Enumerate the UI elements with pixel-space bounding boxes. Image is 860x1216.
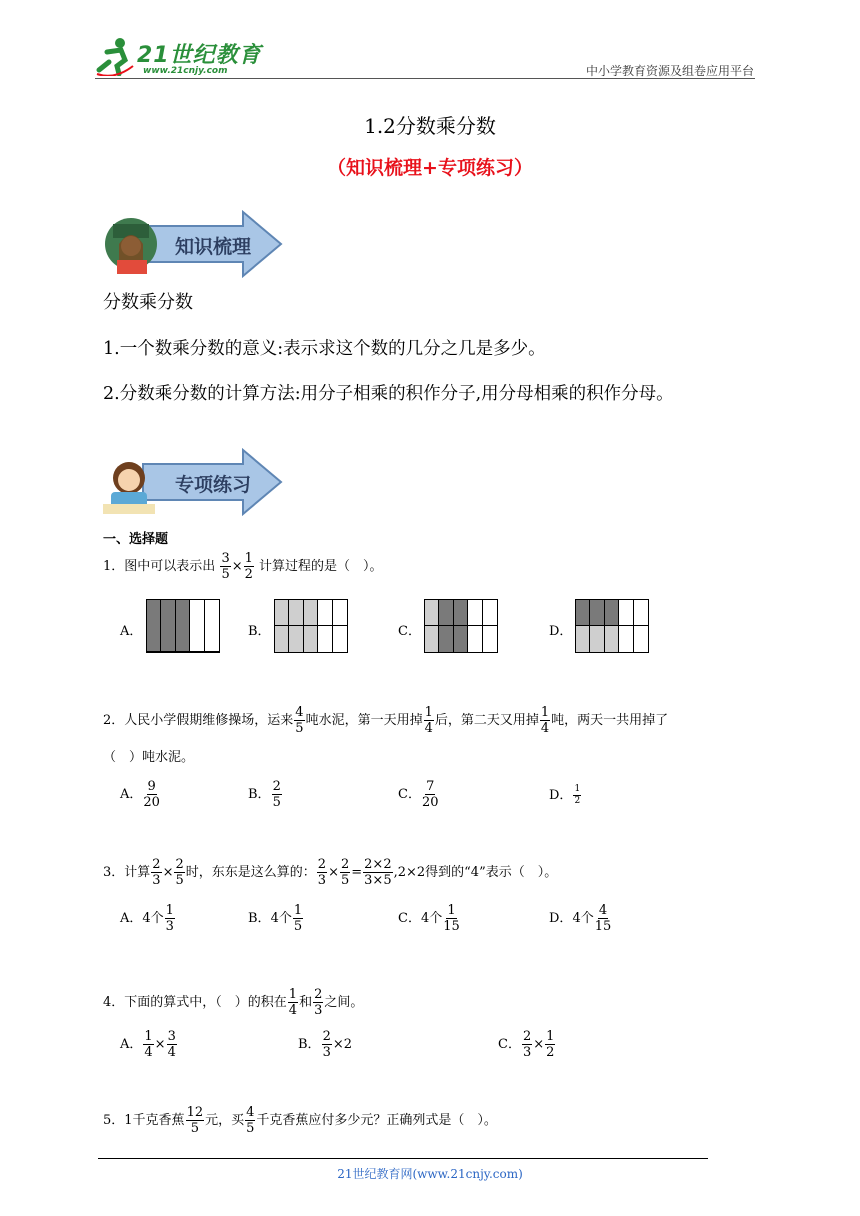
q5-number: 5． [103,1113,125,1128]
q1-figure-a [146,599,220,653]
fraction: $\frac{2}{5}$ [175,857,184,888]
fraction: $\frac{4}{15}$ [594,903,612,934]
page-subtitle: （知识梳理+专项练习） [327,157,533,179]
q5-text: 千克香蕉应付多少元？正确列式是（ ）。 [256,1113,497,1128]
q2-line-2: （ ）吨水泥。 [103,750,195,765]
question-3 [103,858,557,887]
question-4 [103,988,363,1017]
q1-figure-d [575,599,649,653]
q2-option-a[interactable]: A． $\frac{9}{20}$ [120,779,160,810]
q3-number: 3． [103,865,125,880]
knowledge-line-2: 2.分数乘分数的计算方法:用分子相乘的积作分子,用分母相乘的积作分母。 [103,384,674,404]
q3-option-d[interactable]: D．4个 $\frac{4}{15}$ [549,903,612,934]
q2-option-b[interactable]: B． $\frac{2}{5}$ [248,779,281,810]
fraction: $\frac{4}{5}$ [246,1105,255,1136]
question-2 [103,706,668,735]
fraction: $\frac{1}{4}$ [424,705,433,736]
fraction: $\frac{2\times 2}{3\times 5}$ [364,857,392,888]
page-title: 1.2分数乘分数 [364,114,496,138]
knowledge-line-1: 1.一个数乘分数的意义:表示求这个数的几分之几是多少。 [103,339,546,359]
fraction: $\frac{1}{4}$ [144,1029,153,1060]
fraction: $\frac{1}{2}$ [574,784,581,806]
fraction: $\frac{3}{4}$ [167,1029,176,1060]
q3-option-c[interactable]: C．4个 $\frac{1}{15}$ [398,903,460,934]
q1-number: 1． [103,559,125,574]
header-logo [95,36,265,82]
q2-text: 吨水泥，第一天用掉 [305,713,423,728]
footer-rule [98,1158,708,1159]
logo-text: 21世纪教育 [137,43,262,68]
knowledge-heading: 分数乘分数 [103,292,193,313]
banner-practice-label: 专项练习 [175,474,252,496]
q1-text-pre: 图中可以表示出 [124,559,216,574]
q2-text: 后，第二天又用掉 [434,713,539,728]
fraction: $\frac{3}{5}$ [221,551,230,582]
question-5 [103,1106,497,1135]
q2-number: 2． [103,713,125,728]
q1-option-a[interactable]: A． [120,624,143,639]
banner-practice [103,448,283,516]
fraction: $\frac{2}{3}$ [522,1029,532,1060]
q3-option-a[interactable]: A．4个 $\frac{1}{3}$ [120,903,174,934]
q2-option-d[interactable]: D． $\frac{1}{2}$ [549,784,581,806]
fraction: $\frac{1}{5}$ [293,903,303,934]
q3-text: 计算 [124,865,151,880]
fraction: $\frac{1}{2}$ [244,551,253,582]
footer-text: 21世纪教育网(www.21cnjy.com) [337,1167,523,1181]
fraction: $\frac{2}{3}$ [314,987,323,1018]
q1-option-c[interactable]: C． [398,624,421,639]
q5-text: 元，买 [205,1113,245,1128]
q2-text: 人民小学假期维修操场，运来 [124,713,294,728]
q4-number: 4． [103,995,125,1010]
fraction: $\frac{2}{3}$ [152,857,161,888]
q4-text: 下面的算式中，（ ）的积在 [124,995,287,1010]
q1-option-b[interactable]: B． [248,624,271,639]
fraction: $\frac{12}{5}$ [186,1105,204,1136]
question-1 [103,552,383,581]
fraction: $\frac{2}{3}$ [317,857,327,888]
q4-option-c[interactable]: C． $\frac{2}{3}$ × $\frac{1}{2}$ [498,1029,555,1060]
header-right-text: 中小学教育资源及组卷应用平台 [585,64,754,78]
fraction: $\frac{2}{5}$ [340,857,350,888]
fraction: $\frac{1}{4}$ [288,987,298,1018]
q5-text: 1千克香蕉 [124,1113,185,1128]
q4-option-b[interactable]: B． $\frac{2}{3}$ ×2 [298,1029,353,1060]
q1-text-post: 计算过程的是（ ）。 [259,559,383,574]
q3-option-b[interactable]: B．4个 $\frac{1}{5}$ [248,903,303,934]
times-sign: × [231,559,243,574]
fraction: $\frac{2}{5}$ [272,779,281,810]
times-sign: × [328,865,339,880]
fraction: $\frac{1}{15}$ [443,903,460,934]
q2-option-c[interactable]: C． $\frac{7}{20}$ [398,779,439,810]
fraction: $\frac{2}{3}$ [322,1029,331,1060]
banner-knowledge-label: 知识梳理 [175,236,252,258]
times-sign: × [162,865,174,880]
fraction: $\frac{1}{3}$ [165,903,174,934]
q1-figure-b [274,599,348,653]
fraction: $\frac{4}{5}$ [295,705,304,736]
q1-option-d[interactable]: D． [549,624,573,639]
banner-knowledge [103,210,283,278]
equals-sign: = [351,865,363,880]
fraction: $\frac{7}{20}$ [421,779,439,810]
q4-text: 和 [299,995,313,1010]
fraction: $\frac{1}{4}$ [540,705,550,736]
logo-url: www.21cnjy.com [143,66,228,76]
q4-text: 之间。 [324,995,364,1010]
q1-figure-c [424,599,498,653]
q3-text: 时，东东是这么算的： [185,865,316,880]
q4-option-a[interactable]: A． $\frac{1}{4}$ × $\frac{3}{4}$ [120,1029,176,1060]
header-rule [95,78,755,79]
q2-text: 吨，两天一共用掉了 [551,713,669,728]
runner-logo-icon [95,36,135,76]
fraction: $\frac{1}{2}$ [546,1029,555,1060]
section-title: 一、选择题 [103,532,169,547]
q3-text: ,2×2得到的“4”表示（ ）。 [393,865,558,880]
fraction: $\frac{9}{20}$ [143,779,160,810]
